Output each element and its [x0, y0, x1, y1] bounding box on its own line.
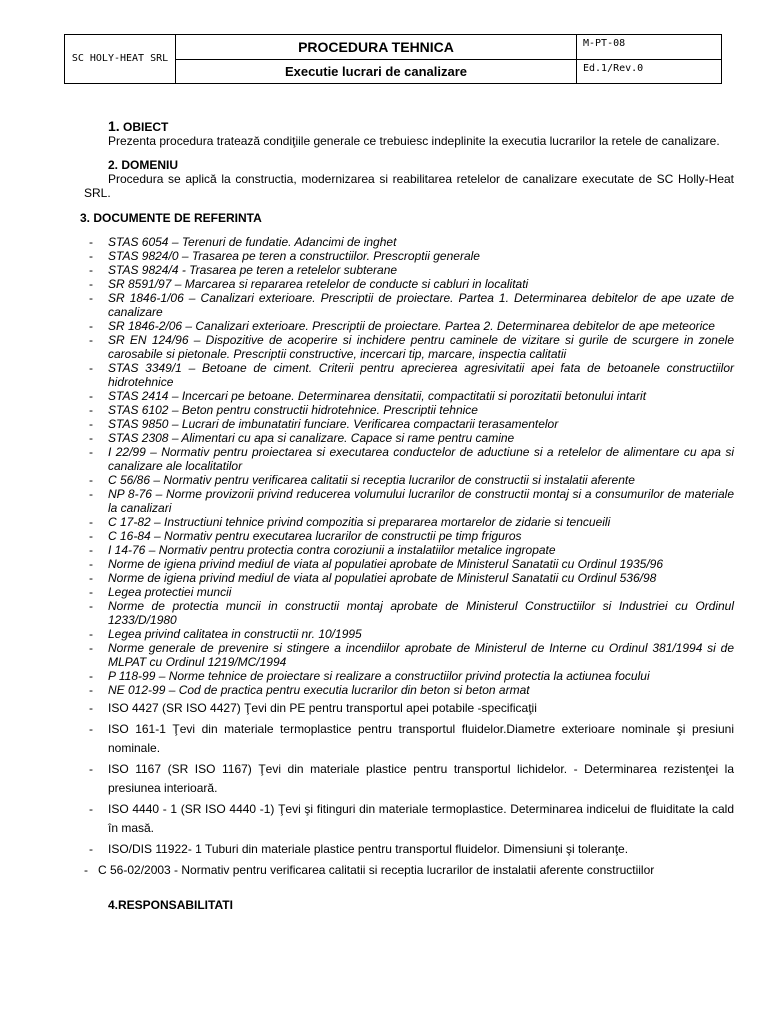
section-heading-obiect: 1. OBIECT — [108, 118, 169, 134]
reference-item: - Legea privind calitatea in constructii nr. 10/1995 — [80, 627, 734, 641]
reference-item: - SR 8591/97 – Marcarea si repararea retelelor de conducte si cabluri in localitati — [80, 277, 734, 291]
reference-item: - STAS 2414 – Incercari pe betoane. Determinarea densitatii, compactitatii si porozitatii betonului intarit — [80, 389, 734, 403]
reference-item: - Norme de igiena privind mediul de viata al populatiei aprobate de Ministerul Sanatatii cu Ordinul 1935/96 — [80, 557, 734, 571]
section-text-domeniu: Procedura se aplică la constructia, modernizarea si reabilitarea retelelor de canalizare executate de SC Holly-Heat SRL. — [84, 172, 734, 200]
reference-item: - STAS 9824/0 – Trasarea pe teren a constructiilor. Prescroptii generale — [80, 249, 734, 263]
company-name: SC HOLY-HEAT SRL — [65, 35, 176, 84]
reference-item: - SR 1846-2/06 – Canalizari exterioare. Prescriptii de proiectare. Partea 2. Determinarea debitelor de ape meteorice — [80, 319, 734, 333]
document-code: M-PT-08 — [577, 35, 722, 60]
standard-reference-item: - ISO 1167 (SR ISO 1167) Ţevi din materiale plastice pentru transportul lichidelor. - Determinarea rezistenţei la presiunea interioară. — [80, 760, 734, 798]
reference-item: - STAS 6102 – Beton pentru constructii hidrotehnice. Prescriptii tehnice — [80, 403, 734, 417]
section-text-obiect: Prezenta procedura tratează condiţiile generale ce trebuiesc indeplinite la executia lucrarilor la retele de canalizare. — [108, 134, 720, 148]
section-obiect — [84, 119, 734, 148]
section-domeniu — [84, 158, 734, 200]
standard-reference-item: - ISO 4427 (SR ISO 4427) Ţevi din PE pentru transportul apei potabile -specificaţii — [80, 699, 734, 718]
procedure-title: PROCEDURA TEHNICA — [176, 35, 577, 60]
reference-item: - I 14-76 – Normativ pentru protectia contra coroziunii a instalatiilor metalice ingropate — [80, 543, 734, 557]
document-body — [80, 118, 734, 912]
reference-item: - Norme generale de prevenire si stingere a incendiilor aprobate de Ministerul de Interne cu Ordinul 381/1994 si de MLPAT cu Ordinul 1219/MC/1994 — [80, 641, 734, 669]
standard-reference-item: - ISO/DIS 11922- 1 Tuburi din materiale plastice pentru transportul fluidelor. Dimensiuni şi toleranţe. — [80, 840, 734, 859]
edition-revision: Ed.1/Rev.0 — [577, 60, 722, 84]
reference-list — [80, 235, 734, 880]
reference-item: - C 56/86 – Normativ pentru verificarea calitatii si receptia lucrarilor de constructii si instalatii aferente — [80, 473, 734, 487]
section-heading-domeniu: 2. DOMENIU — [108, 158, 179, 172]
reference-item: - P 118-99 – Norme tehnice de proiectare si realizare a constructiilor privind protectia la actiunea focului — [80, 669, 734, 683]
reference-item: - STAS 2308 – Alimentari cu apa si canalizare. Capace si rame pentru camine — [80, 431, 734, 445]
section-heading-responsabilitati: 4.RESPONSABILITATI — [108, 898, 233, 912]
reference-item: - STAS 6054 – Terenuri de fundatie. Adancimi de inghet — [80, 235, 734, 249]
reference-item: - Legea protectiei muncii — [80, 585, 734, 599]
document-header-table — [64, 34, 722, 84]
reference-item: - STAS 3349/1 – Betoane de ciment. Criterii pentru aprecierea agresivitatii apei fata de betoanele constructiilor hidrotehnice — [80, 361, 734, 389]
reference-item: - C 17-82 – Instructiuni tehnice privind compozitia si prepararea mortarelor de zidarie si tencueili — [80, 515, 734, 529]
section-heading-documente: 3. DOCUMENTE DE REFERINTA — [80, 211, 262, 225]
section-documente — [80, 211, 734, 880]
reference-item: - C 16-84 – Normativ pentru executarea lucrarilor de constructii pe timp friguros — [80, 529, 734, 543]
standard-reference-item: - ISO 4440 - 1 (SR ISO 4440 -1) Ţevi şi fitinguri din materiale termoplastice. Determinarea indicelui de fluiditate la cald în masă. — [80, 800, 734, 838]
standard-reference-item: - ISO 161-1 Ţevi din materiale termoplastice pentru transportul fluidelor.Diametre exterioare nominale şi presiuni nominale. — [80, 720, 734, 758]
reference-item: - STAS 9824/4 - Trasarea pe teren a retelelor subterane — [80, 263, 734, 277]
reference-item: - STAS 9850 – Lucrari de imbunatatiri funciare. Verificarea compactarii terasamentelor — [80, 417, 734, 431]
reference-item: - NE 012-99 – Cod de practica pentru executia lucrarilor din beton si beton armat — [80, 683, 734, 697]
reference-item: - SR 1846-1/06 – Canalizari exterioare. Prescriptii de proiectare. Partea 1. Determinarea debitelor de ape uzate de canalizare — [80, 291, 734, 319]
procedure-subtitle: Executie lucrari de canalizare — [176, 60, 577, 84]
reference-item: - NP 8-76 – Norme provizorii privind reducerea volumului lucrarilor de constructii montaj si a consumurilor de materiale la canalizari — [80, 487, 734, 515]
reference-item: - SR EN 124/96 – Dispozitive de acoperire si inchidere pentru caminele de vizitare si gurile de scurgere in zonele carosabile si pietonale. Prescriptii constructive, incercari tip, marcare, inspectia calitatii — [80, 333, 734, 361]
reference-item: - Norme de protectia muncii in constructii montaj aprobate de Ministerul Constructiilor si Industriei cu Ordinul 1233/D/1980 — [80, 599, 734, 627]
reference-item: - Norme de igiena privind mediul de viata al populatiei aprobate de Ministerul Sanatatii cu Ordinul 536/98 — [80, 571, 734, 585]
reference-item: - I 22/99 – Normativ pentru proiectarea si executarea conductelor de aductiune si a retelelor de alimentare cu apa si canalizare ale localitatilor — [80, 445, 734, 473]
standard-reference-item: - C 56-02/2003 - Normativ pentru verificarea calitatii si receptia lucrarilor de instalatii aferente constructiilor — [80, 861, 734, 880]
